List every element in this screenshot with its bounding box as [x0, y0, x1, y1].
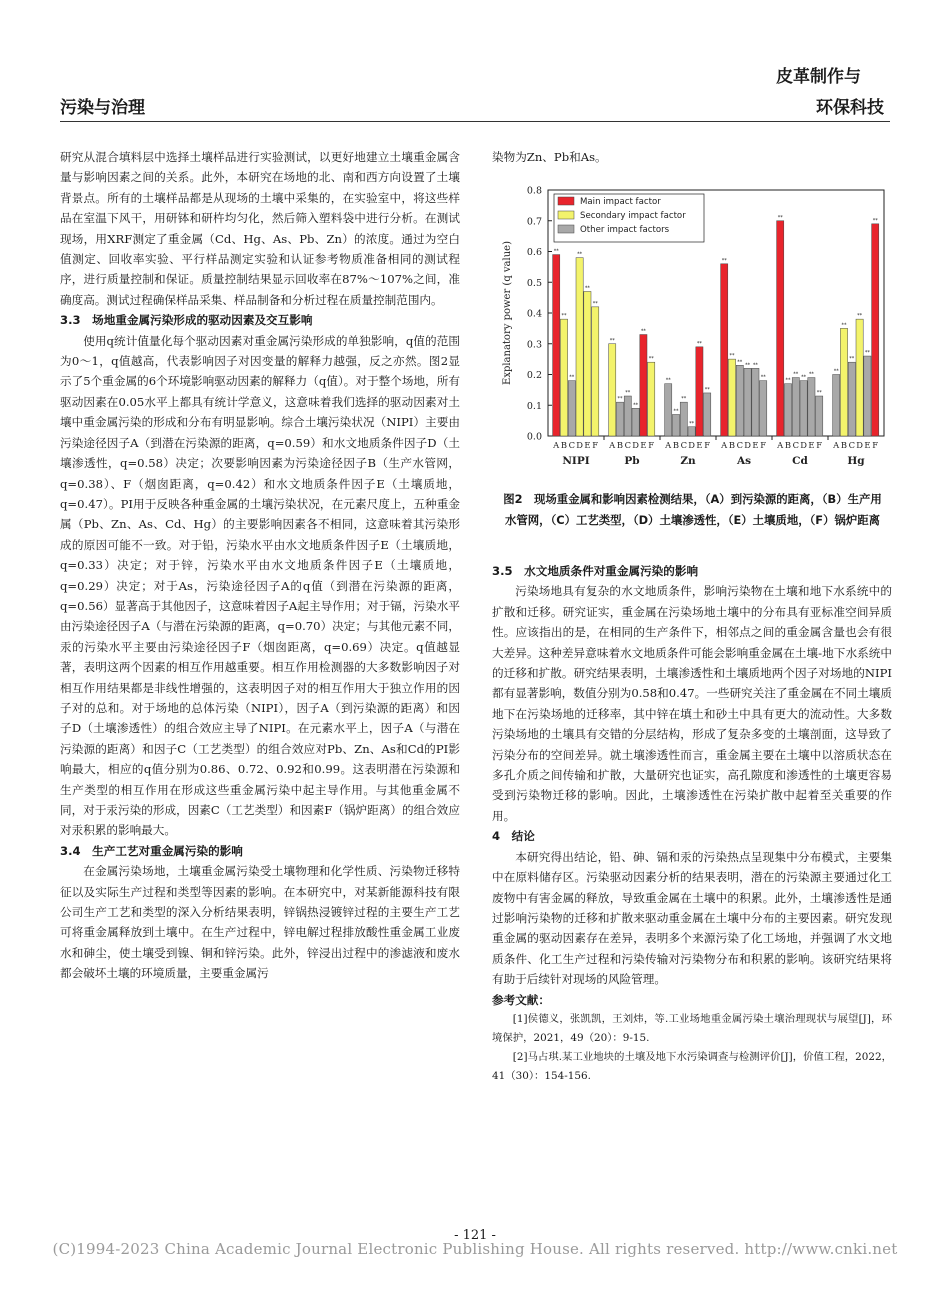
factor-tick-label: A	[777, 440, 784, 450]
factor-tick-label: E	[752, 440, 759, 450]
bar-As-F	[760, 381, 767, 436]
legend-label-other: Other impact factors	[580, 225, 670, 235]
group-label-Pb: Pb	[624, 455, 640, 467]
bar-Pb-A	[609, 344, 616, 436]
factor-tick-label: E	[808, 440, 815, 450]
bar-Zn-C	[680, 402, 687, 436]
factor-tick-label: C	[568, 440, 576, 450]
significance-mark: **	[584, 285, 590, 292]
significance-mark: **	[777, 214, 783, 221]
y-tick-label: 0.6	[526, 247, 542, 258]
bar-NIPI-E	[584, 291, 591, 436]
bar-Pb-C	[624, 396, 631, 436]
significance-mark: **	[721, 257, 727, 264]
bar-Hg-D	[856, 319, 863, 436]
significance-mark: **	[561, 313, 567, 320]
factor-tick-label: D	[632, 440, 639, 450]
bar-Cd-C	[792, 378, 799, 436]
factor-tick-label: E	[584, 440, 591, 450]
paragraph: 本研究得出结论，铅、砷、镉和汞的污染热点呈现集中分布模式，主要集中在原料储存区。污染驱动因素分析的结果表明，潜在的污染源主要通过化工废物中有害金属的释放，导致重金属在土壤中的积累。此外，土壤渗透性是通过影响污染物的迁移和扩散来驱动重金属在土壤中分布的主要因素。研究发现重金属的驱动因素存在差异，表明多个来源污染了化工场地，并强调了水文地质条件、化工生产过程和污染传输对污染物分布和积累的影响。该研究结果将有助于后续针对现场的风险管理。	[492, 849, 892, 987]
bar-Hg-C	[848, 362, 855, 436]
significance-mark: **	[857, 313, 863, 320]
factor-tick-label: B	[840, 440, 848, 450]
factor-tick-label: E	[864, 440, 871, 450]
factor-tick-label: D	[744, 440, 751, 450]
right-column	[492, 561, 892, 1086]
significance-mark: **	[617, 396, 623, 403]
significance-mark: **	[696, 340, 702, 347]
significance-mark: **	[553, 248, 559, 255]
significance-mark: **	[640, 328, 646, 335]
bar-As-A	[721, 264, 728, 436]
significance-mark: **	[849, 356, 855, 363]
significance-mark: **	[681, 396, 687, 403]
significance-mark: **	[760, 374, 766, 381]
factor-tick-label: B	[784, 440, 792, 450]
factor-tick-label: A	[553, 440, 560, 450]
significance-mark: **	[737, 359, 743, 366]
bar-NIPI-B	[560, 319, 567, 436]
legend-label-main: Main impact factor	[580, 197, 661, 207]
significance-mark: **	[673, 408, 679, 415]
paragraph: 研究从混合填料层中选择土壤样品进行实验测试，以更好地建立土壤重金属含量与影响因素之间的关系。此外，本研究在场地的北、南和西方向设置了土壤背景点。所有的土壤样品都是从现场的土壤中采集的，在实验室中，将这些样品在室温下风干，用研钵和研杵均匀化，然后筛入塑料袋中进行分析。在测试现场，用XRF测定了重金属（Cd、Hg、As、Pb、Zn）的浓度。通过为空白值测定、回收率实验、平行样品测定实验和认证参考物质准备相同的测试程序，进行质量控制和保证。质量控制结果显示回收率在87%～107%之间，准确度高。测试过程确保样品采集、样品制备和分析过程在质量控制范围内。	[60, 150, 460, 307]
bar-Pb-D	[632, 408, 639, 436]
bar-Cd-A	[777, 221, 784, 436]
factor-tick-label: C	[848, 440, 856, 450]
bar-Cd-F	[816, 396, 823, 436]
y-tick-label: 0.3	[526, 339, 542, 351]
significance-mark: **	[816, 390, 822, 397]
significance-mark: **	[752, 362, 758, 369]
factor-tick-label: E	[696, 440, 703, 450]
factor-tick-label: B	[672, 440, 680, 450]
bar-As-B	[728, 359, 735, 436]
factor-tick-label: C	[624, 440, 632, 450]
left-column	[60, 147, 460, 984]
paragraph: 染物为Zn、Pb和As。	[492, 150, 607, 164]
significance-mark: **	[745, 362, 751, 369]
figure-caption: 图2 现场重金属和影响因素检测结果，（A）到污染源的距离，（B）生产用水管网，（C）工艺类型，（D）土壤渗透性，（E）土壤质地，（F）锅炉距离	[503, 492, 882, 527]
factor-tick-label: C	[792, 440, 800, 450]
significance-mark: **	[665, 377, 671, 384]
bar-Zn-B	[672, 414, 679, 436]
factor-tick-label: C	[680, 440, 688, 450]
bar-NIPI-D	[576, 258, 583, 436]
factor-tick-label: B	[728, 440, 736, 450]
significance-mark: **	[793, 371, 799, 378]
right-column-top	[492, 147, 892, 167]
factor-tick-label: B	[560, 440, 568, 450]
significance-mark: **	[592, 300, 598, 307]
factor-tick-label: D	[576, 440, 583, 450]
bar-Hg-B	[840, 328, 847, 436]
section-heading-3-3: 3.3 场地重金属污染形成的驱动因素及交互影响	[60, 313, 313, 328]
factor-tick-label: A	[665, 440, 672, 450]
section-heading-4: 4 结论	[492, 829, 535, 844]
significance-mark: **	[577, 251, 583, 258]
y-tick-label: 0.8	[526, 185, 542, 197]
bar-Zn-E	[696, 347, 703, 436]
y-tick-label: 0.4	[526, 308, 542, 320]
bar-Cd-D	[800, 381, 807, 436]
group-label-Cd: Cd	[792, 455, 808, 467]
section-heading-3-4: 3.4 生产工艺对重金属污染的影响	[60, 843, 243, 858]
bar-As-E	[752, 368, 759, 436]
paragraph: 使用q统计值量化每个驱动因素对重金属污染形成的单独影响，q值的范围为0～1，q值越高，代表影响因子对因变量的解释力越强，反之亦然。图2显示了5个重金属的6个环境影响驱动因素的解释力（q值）。对于整个场地，所有驱动因素在0.05水平上都具有统计学意义，这意味着我们选择的驱动因素对土壤中重金属污染的形成和分布有明显影响。综合土壤污染状况（NIPI）主要由污染途径因子A（到潜在污染源的距离，q=0.59）和水文地质条件因子D（土壤渗透性，q=0.58）决定；次要影响因素为污染途径因子B（生产水管网，q=0.38）、F（烟囱距离，q=0.42）和水文地质条件因子E（土壤质地，q=0.47）。PI用于反映各种重金属的土壤污染状况，在元素尺度上，五种重金属（Pb、Zn、As、Cd、Hg）的主要影响因素各不相同，这意味着其污染形成的原因可能不一致。对于铅，污染水平由水文地质条件因子E（土壤质地，q=0.33）决定；对于锌，污染水平由水文地质条件因子E（土壤质地，q=0.29）决定；对于As，污染途径因子A的q值（到潜在污染源的距离，q=0.56）显著高于其他因子，这意味着因子A起主导作用；对于镉，污染水平由污染途径因子A（与潜在污染源的距离，q=0.70）决定；与其他元素不同，汞的污染水平主要由污染途径因子F（烟囱距离，q=0.69）决定。q值越显著，表明这两个因素的相互作用越重要。相互作用检测器的大多数影响因子对相互作用结果都是非线性增强的，这表明因子对的相互作用大于独立作用的因子对的总和。对于场地的总体污染（NIPI），因子A（到污染源的距离）和因子D（土壤渗透性）的组合效应主导了NIPI。在元素水平上，因子A（与潜在污染源的距离）和因子C（工艺类型）的组合效应对Pb、Zn、As和Cd的PI影响最大，相应的q值分别为0.86、0.72、0.92和0.99。这表明潜在污染源和生产类型的相互作用在形成这些重金属污染中起主导作用。与其他重金属不同，对于汞污染的形成，因素C（工艺类型）和因素F（锅炉距离）的组合效应对汞积累的影响最大。	[60, 333, 460, 838]
y-tick-label: 0.7	[526, 216, 542, 228]
factor-tick-label: D	[856, 440, 863, 450]
factor-tick-label: F	[816, 440, 823, 450]
bar-Zn-A	[665, 384, 672, 436]
bar-Hg-F	[872, 224, 879, 436]
bar-NIPI-C	[568, 381, 575, 436]
significance-mark: **	[864, 350, 870, 357]
significance-mark: **	[569, 374, 575, 381]
bar-Pb-F	[648, 362, 655, 436]
factor-tick-label: D	[688, 440, 695, 450]
section-heading-3-5: 3.5 水文地质条件对重金属污染的影响	[492, 564, 699, 578]
y-tick-label: 0.2	[526, 370, 542, 381]
significance-mark: **	[625, 390, 631, 397]
factor-tick-label: F	[872, 440, 879, 450]
bar-Pb-E	[640, 335, 647, 436]
significance-mark: **	[704, 386, 710, 393]
bar-Pb-B	[616, 402, 623, 436]
legend-swatch-secondary	[558, 211, 574, 219]
header-divider	[60, 121, 890, 122]
factor-tick-label: F	[760, 440, 767, 450]
factor-tick-label: A	[609, 440, 616, 450]
legend-swatch-main	[558, 197, 574, 205]
group-label-Hg: Hg	[847, 455, 865, 467]
page-number: - 121 -	[454, 1228, 496, 1243]
journal-name-line1: 皮革制作与	[776, 67, 861, 87]
reference-item: [1]侯德义，张凯凯，王刘炜，等.工业场地重金属污染土壤治理现状与展望[J]，环境保护，2021，49（20）：9-15.	[492, 1012, 892, 1044]
factor-tick-label: B	[616, 440, 624, 450]
bar-Cd-B	[784, 384, 791, 436]
paragraph: 污染场地具有复杂的水文地质条件，影响污染物在土壤和地下水系统中的扩散和迁移。研究证实，重金属在污染场地土壤中的分布具有亚标准空间异质性。应该指出的是，在相同的生产条件下，相邻点之间的重金属含量也会有很大差异。这种差异意味着水文地质条件可能会影响重金属在土壤-地下水系统中的迁移和扩散。研究结果表明，土壤渗透性和土壤质地两个因子对场地的NIPI都有显著影响，数值分别为0.58和0.47。一些研究关注了重金属在不同土壤质地下在污染场地的迁移率，其中锌在填土和砂土中具有更大的流动性。大多数污染场地的土壤具有交错的分层结构，形成了复杂多变的土壤剖面，这导致了污染分布的空间差异。就土壤渗透性而言，重金属主要在土壤中以溶质状态在多孔介质之间传输和扩散，大量研究也证实，高孔隙度和渗透性的土壤更容易受到污染物迁移的影响。因此，土壤渗透性在污染扩散中起着至关重要的作用。	[492, 584, 892, 823]
legend-swatch-other	[558, 225, 574, 233]
factor-tick-label: F	[648, 440, 655, 450]
significance-mark: **	[633, 402, 639, 409]
significance-mark: **	[872, 217, 878, 224]
bar-NIPI-A	[553, 255, 560, 436]
factor-tick-label: F	[704, 440, 711, 450]
bar-NIPI-F	[592, 307, 599, 436]
factor-tick-label: F	[592, 440, 599, 450]
reference-item: [2]马占琪.某工业地块的土壤及地下水污染调查与检测评价[J]，价值工程，2022，41（30）：154-156.	[492, 1050, 892, 1082]
section-title: 污染与治理	[60, 98, 145, 118]
bar-As-D	[744, 368, 751, 436]
significance-mark: **	[801, 374, 807, 381]
y-axis-label: Explanatory power (q value)	[502, 241, 513, 385]
factor-tick-label: D	[800, 440, 807, 450]
significance-mark: **	[609, 337, 615, 344]
y-tick-label: 0.0	[526, 431, 542, 443]
significance-mark: **	[648, 356, 654, 363]
significance-mark: **	[833, 368, 839, 375]
bar-Cd-E	[808, 378, 815, 436]
significance-mark: **	[841, 322, 847, 329]
references-title: 参考文献：	[492, 992, 550, 1007]
factor-tick-label: C	[736, 440, 744, 450]
y-tick-label: 0.1	[526, 400, 542, 412]
group-label-Zn: Zn	[680, 455, 696, 467]
significance-mark: **	[808, 371, 814, 378]
significance-mark: **	[729, 353, 735, 360]
bar-Hg-A	[833, 375, 840, 437]
bar-chart	[492, 178, 892, 478]
bar-As-C	[736, 365, 743, 436]
group-label-As: As	[736, 455, 752, 467]
legend-label-secondary: Secondary impact factor	[580, 211, 686, 221]
paragraph: 在金属污染场地，土壤重金属污染受土壤物理和化学性质、污染物迁移特征以及实际生产过程和类型等因素的影响。在本研究中，对某新能源科技有限公司生产工艺和类型的深入分析结果表明，锌锅热浸镀锌过程的主要生产工艺可将重金属释放到土壤中。在生产过程中，锌电解过程排放酸性重金属工业废水和砷尘，使土壤受到镍、铜和锌污染。此外，锌浸出过程中的渗滤液和废水都会破坏土壤的环境质量，主要重金属污	[60, 864, 460, 981]
copyright-footer: (C)1994-2023 China Academic Journal Electronic Publishing House. All rights reserved. http://www.cnki.net	[52, 1240, 898, 1258]
group-label-NIPI: NIPI	[562, 455, 590, 467]
bar-Zn-D	[688, 427, 695, 436]
y-tick-label: 0.5	[526, 277, 542, 289]
factor-tick-label: A	[833, 440, 840, 450]
significance-mark: **	[689, 420, 695, 427]
bar-Zn-F	[704, 393, 711, 436]
factor-tick-label: E	[640, 440, 647, 450]
factor-tick-label: A	[721, 440, 728, 450]
significance-mark: **	[785, 377, 791, 384]
journal-name-line2: 环保科技	[816, 98, 884, 118]
bar-Hg-E	[864, 356, 871, 436]
